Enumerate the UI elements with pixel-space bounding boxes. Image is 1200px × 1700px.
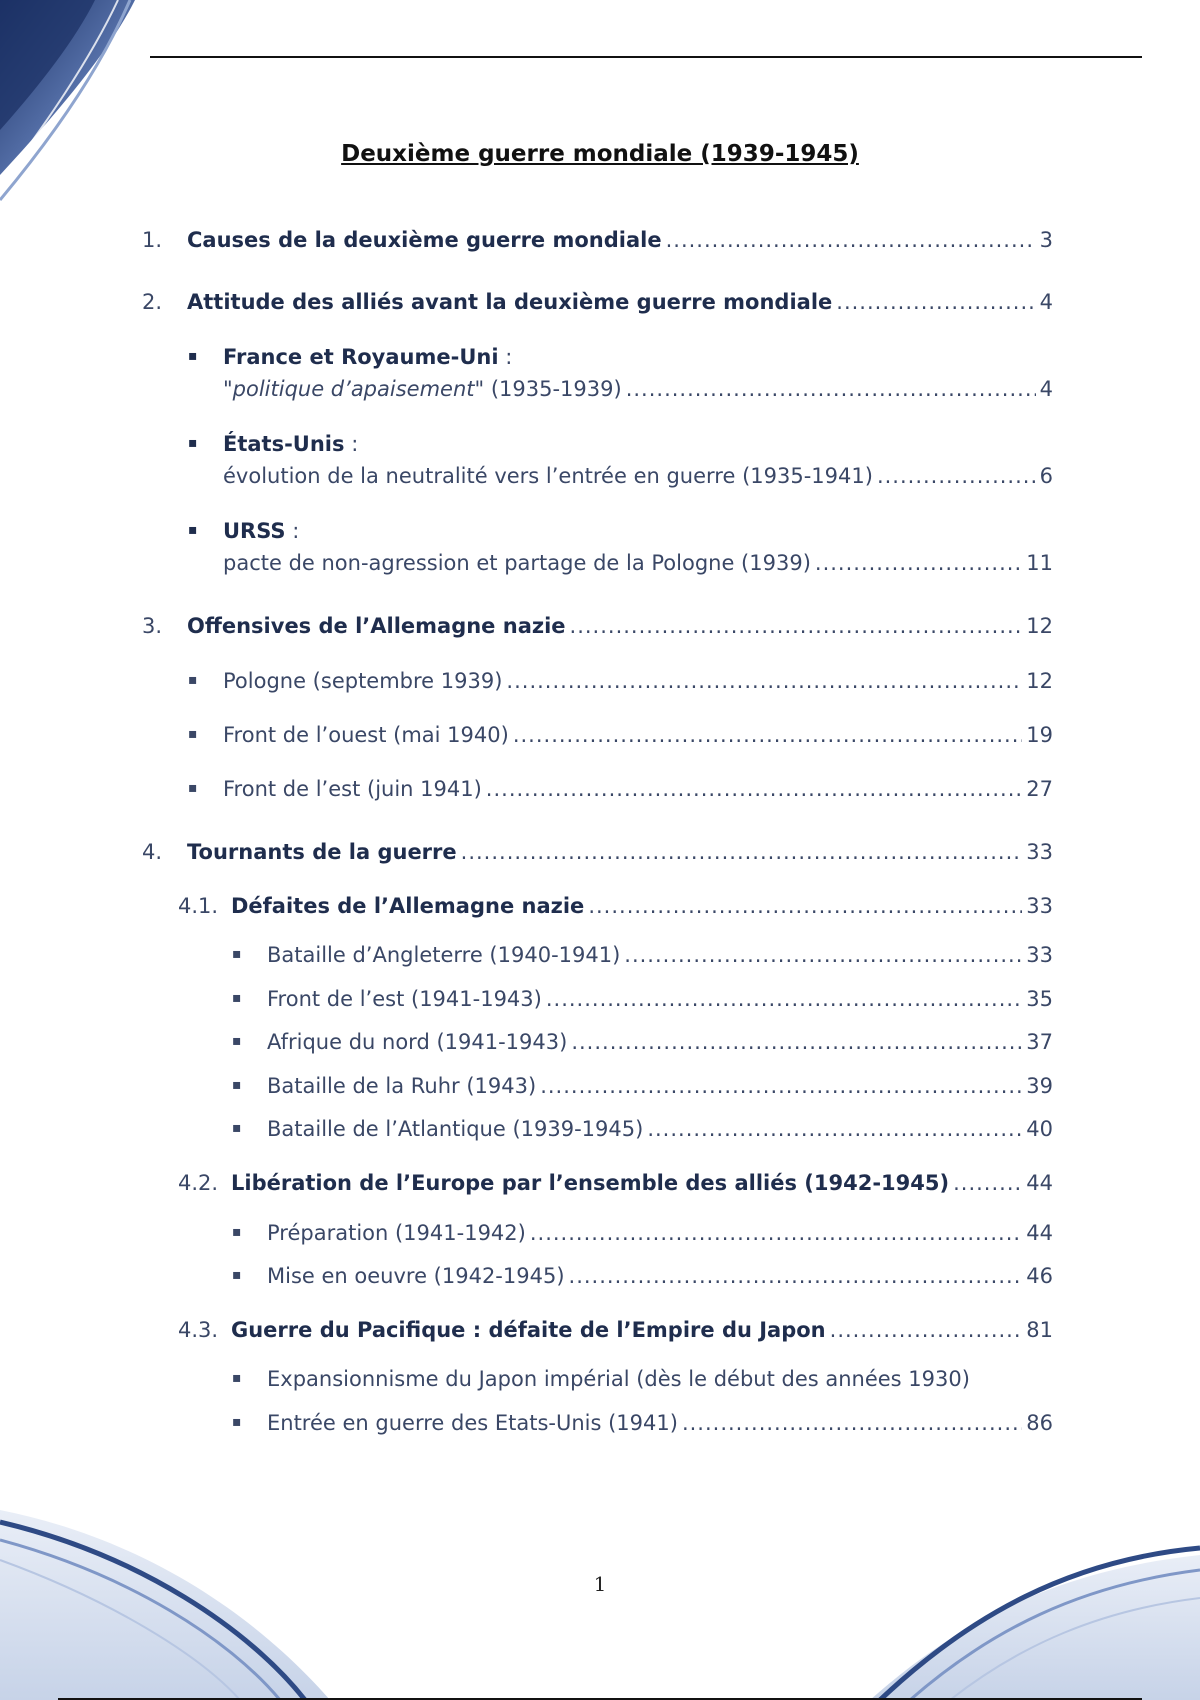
toc-number: 4.1. xyxy=(178,894,219,918)
toc-label: Front de l’est (1941-1943) xyxy=(267,987,542,1011)
toc-page: 27 xyxy=(1026,777,1053,801)
toc-leader-dots xyxy=(486,774,1022,804)
toc-page: 12 xyxy=(1026,614,1053,638)
toc-heading-colon: : xyxy=(498,345,513,369)
toc-label: Guerre du Pacifique : défaite de l’Empire du Japon xyxy=(231,1318,826,1342)
toc-page: 4 xyxy=(1039,377,1053,401)
toc-label: Tournants de la guerre xyxy=(187,840,457,864)
toc-label: Causes de la deuxième guerre mondiale xyxy=(187,228,662,252)
bullet-icon: ▪ xyxy=(232,1077,242,1093)
bullet-icon: ▪ xyxy=(188,348,198,364)
toc-label: évolution de la neutralité vers l’entrée en guerre (1935-1941) xyxy=(223,464,873,488)
toc-entry-defaites[interactable] xyxy=(0,891,1053,921)
toc-page: 44 xyxy=(1026,1171,1053,1195)
toc-leader-dots xyxy=(530,1218,1022,1248)
toc-page: 46 xyxy=(1026,1264,1053,1288)
toc-entry-expansionnisme[interactable] xyxy=(0,1364,1053,1394)
toc-leader-dots xyxy=(682,1408,1022,1438)
toc-heading-label: États-Unis xyxy=(223,432,345,456)
toc-leader-dots xyxy=(624,940,1022,970)
toc-leader-dots xyxy=(877,461,1036,491)
bullet-icon: ▪ xyxy=(232,1267,242,1283)
toc-leader-dots xyxy=(513,720,1022,750)
toc-page: 33 xyxy=(1026,943,1053,967)
toc-number: 2. xyxy=(142,290,163,314)
bullet-icon: ▪ xyxy=(188,522,198,538)
toc-leader-dots xyxy=(570,611,1023,641)
toc-heading-label: URSS xyxy=(223,519,286,543)
toc-page: 3 xyxy=(1039,228,1053,252)
page-number: 1 xyxy=(593,1572,607,1596)
toc-label-rest: (1935-1939) xyxy=(484,377,622,401)
toc-entry-angleterre[interactable] xyxy=(0,940,1053,970)
toc-leader-dots xyxy=(461,837,1023,867)
toc-leader-dots xyxy=(626,374,1036,404)
toc-label: Entrée en guerre des Etats-Unis (1941) xyxy=(267,1411,678,1435)
toc-entry-preparation[interactable] xyxy=(0,1218,1053,1248)
toc-entry-pologne[interactable] xyxy=(0,666,1053,696)
toc-label: Attitude des alliés avant la deuxième guerre mondiale xyxy=(187,290,833,314)
toc-entry-atlantique[interactable] xyxy=(0,1114,1053,1144)
toc-leader-dots xyxy=(953,1168,1022,1198)
bullet-icon: ▪ xyxy=(188,435,198,451)
toc-entry-neutrality[interactable] xyxy=(0,461,1053,491)
bullet-icon: ▪ xyxy=(232,990,242,1006)
toc-leader-dots xyxy=(540,1071,1022,1101)
toc-entry-offensives[interactable] xyxy=(0,611,1053,641)
toc-heading-colon: : xyxy=(285,519,300,543)
toc-entry-front-est-1943[interactable] xyxy=(0,984,1053,1014)
toc-leader-dots xyxy=(830,1315,1023,1345)
bullet-icon: ▪ xyxy=(232,1370,242,1386)
toc-heading-france-uk xyxy=(188,342,513,372)
toc-page: 40 xyxy=(1026,1117,1053,1141)
toc-leader-dots xyxy=(569,1261,1023,1291)
toc-label: Offensives de l’Allemagne nazie xyxy=(187,614,566,638)
toc-leader-dots xyxy=(836,287,1035,317)
bullet-icon: ▪ xyxy=(232,1120,242,1136)
toc-leader-dots xyxy=(588,891,1022,921)
toc-page: 12 xyxy=(1026,669,1053,693)
toc-page: 11 xyxy=(1026,551,1053,575)
toc-leader-dots xyxy=(815,548,1022,578)
toc-label: Pologne (septembre 1939) xyxy=(223,669,503,693)
toc-label: Front de l’ouest (mai 1940) xyxy=(223,723,509,747)
toc-label xyxy=(223,374,622,404)
toc-label: Afrique du nord (1941-1943) xyxy=(267,1030,568,1054)
toc-number: 1. xyxy=(142,228,163,252)
toc-leader-dots xyxy=(647,1114,1022,1144)
toc-page: 4 xyxy=(1039,290,1053,314)
toc-entry-tournants[interactable] xyxy=(0,837,1053,867)
toc-label: Préparation (1941-1942) xyxy=(267,1221,526,1245)
document-title: Deuxième guerre mondiale (1939-1945) xyxy=(341,141,859,167)
bullet-icon: ▪ xyxy=(232,946,242,962)
toc-leader-dots xyxy=(666,225,1036,255)
toc-page: 33 xyxy=(1026,840,1053,864)
toc-page: 81 xyxy=(1026,1318,1053,1342)
toc-leader-dots xyxy=(571,1027,1022,1057)
toc-heading-usa xyxy=(188,429,359,459)
toc-entry-afrique-nord[interactable] xyxy=(0,1027,1053,1057)
toc-heading-colon: : xyxy=(344,432,359,456)
toc-label: Défaites de l’Allemagne nazie xyxy=(231,894,585,918)
toc-page: 37 xyxy=(1026,1030,1053,1054)
toc-leader-dots xyxy=(506,666,1022,696)
toc-number: 3. xyxy=(142,614,163,638)
toc-entry-liberation[interactable] xyxy=(0,1168,1053,1198)
bullet-icon: ▪ xyxy=(188,780,198,796)
toc-page: 35 xyxy=(1026,987,1053,1011)
toc-entry-mise-en-oeuvre[interactable] xyxy=(0,1261,1053,1291)
toc-page: 86 xyxy=(1026,1411,1053,1435)
toc-label: Bataille d’Angleterre (1940-1941) xyxy=(267,943,621,967)
bullet-icon: ▪ xyxy=(232,1414,242,1430)
toc-entry-entree-guerre-usa[interactable] xyxy=(0,1408,1053,1438)
bullet-icon: ▪ xyxy=(188,726,198,742)
toc-page: 39 xyxy=(1026,1074,1053,1098)
toc-entry-ruhr[interactable] xyxy=(0,1071,1053,1101)
toc-page: 33 xyxy=(1026,894,1053,918)
toc-entry-pacifique[interactable] xyxy=(0,1315,1053,1345)
toc-number: 4. xyxy=(142,840,163,864)
toc-label: Mise en oeuvre (1942-1945) xyxy=(267,1264,565,1288)
toc-label: Libération de l’Europe par l’ensemble des alliés (1942-1945) xyxy=(231,1171,950,1195)
toc-page: 6 xyxy=(1039,464,1053,488)
toc-entry-attitude-allies[interactable] xyxy=(0,287,1053,317)
toc-page: 44 xyxy=(1026,1221,1053,1245)
toc-entry-causes[interactable] xyxy=(0,225,1053,255)
toc-label: Bataille de la Ruhr (1943) xyxy=(267,1074,537,1098)
toc-heading-label: France et Royaume-Uni xyxy=(223,345,499,369)
bullet-icon: ▪ xyxy=(232,1224,242,1240)
toc-label: Expansionnisme du Japon impérial (dès le début des années 1930) xyxy=(267,1367,970,1391)
toc-label: Bataille de l’Atlantique (1939-1945) xyxy=(267,1117,644,1141)
toc-number: 4.2. xyxy=(178,1171,219,1195)
toc-label: Front de l’est (juin 1941) xyxy=(223,777,482,801)
toc-entry-appeasement[interactable] xyxy=(0,374,1053,404)
toc-entry-non-aggression[interactable] xyxy=(0,548,1053,578)
bullet-icon: ▪ xyxy=(232,1033,242,1049)
bullet-icon: ▪ xyxy=(188,672,198,688)
toc-number: 4.3. xyxy=(178,1318,219,1342)
toc-label: pacte de non-agression et partage de la Pologne (1939) xyxy=(223,551,811,575)
toc-page: 19 xyxy=(1026,723,1053,747)
toc-leader-dots xyxy=(546,984,1022,1014)
toc-label-italic: "politique d’apaisement" xyxy=(223,377,485,401)
toc-heading-ussr xyxy=(188,516,300,546)
toc-entry-front-est-1941[interactable] xyxy=(0,774,1053,804)
toc-entry-front-ouest[interactable] xyxy=(0,720,1053,750)
